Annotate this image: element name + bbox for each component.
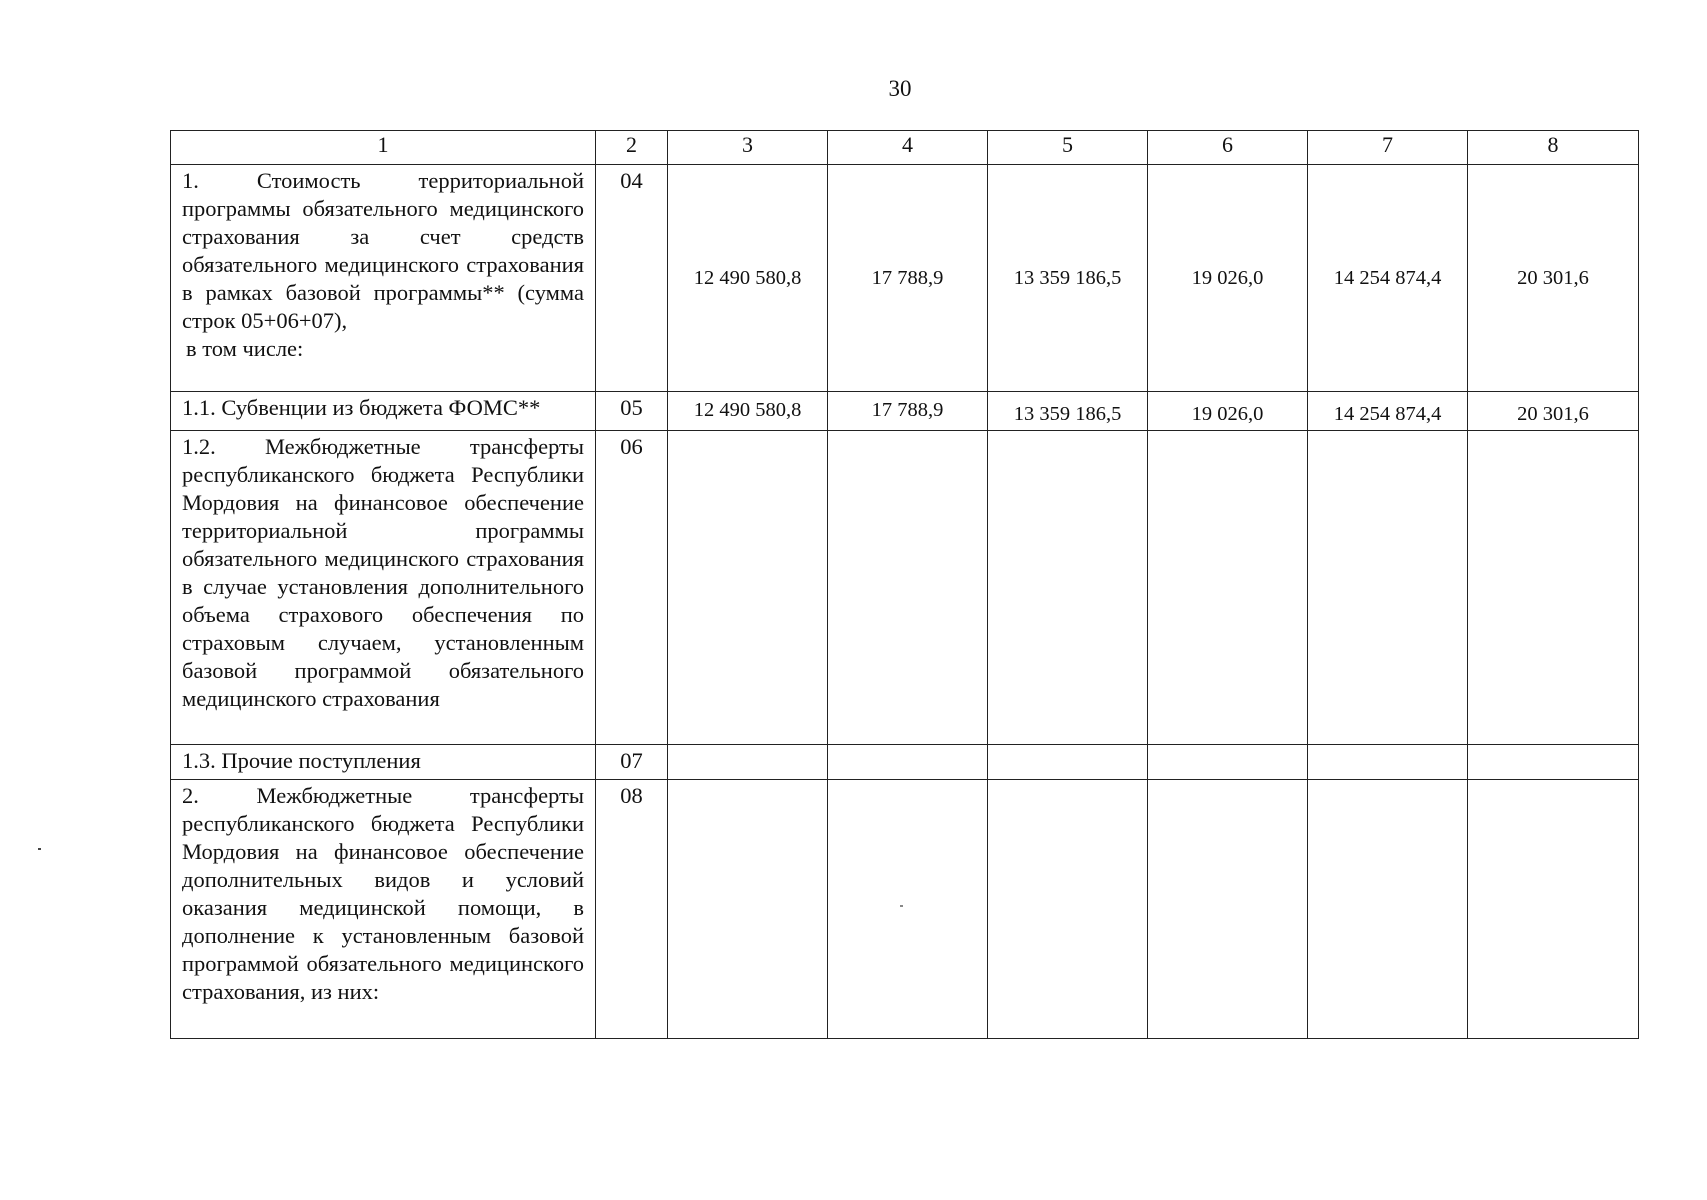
row-code: 07 (596, 745, 668, 780)
table-row (171, 780, 1639, 1039)
scan-speck (900, 905, 903, 907)
table-row (171, 392, 1639, 431)
financing-table (170, 130, 1639, 1039)
column-number: 7 (1308, 131, 1468, 165)
column-number: 8 (1468, 131, 1639, 165)
value-cell (668, 431, 828, 745)
value-cell (668, 745, 828, 780)
column-number: 3 (668, 131, 828, 165)
row-name: 2. Межбюджетные трансферты республиканского бюджета Республики Мордовия на финансовое обеспечение дополнительных видов и условий оказания медицинской помощи, в дополнение к установленным базовой программой обязательного медицинского страхования, из них: (171, 780, 596, 1039)
value-cell (1308, 431, 1468, 745)
value-cell (668, 780, 828, 1039)
value-cell (1308, 780, 1468, 1039)
value-cell (1148, 431, 1308, 745)
value-cell: 19 026,0 (1148, 165, 1308, 392)
column-number: 6 (1148, 131, 1308, 165)
value-cell (1308, 745, 1468, 780)
value-cell: 17 788,9 (828, 392, 988, 431)
row-code: 06 (596, 431, 668, 745)
column-number: 4 (828, 131, 988, 165)
value-cell: 12 490 580,8 (668, 392, 828, 431)
row-name: 1.1. Субвенции из бюджета ФОМС** (171, 392, 596, 431)
column-number: 5 (988, 131, 1148, 165)
table-row (171, 165, 1639, 392)
value-cell (988, 780, 1148, 1039)
value-cell (1148, 745, 1308, 780)
row-code: 04 (596, 165, 668, 392)
value-cell (828, 780, 988, 1039)
value-cell: 20 301,6 (1468, 392, 1639, 431)
row-name: 1.2. Межбюджетные трансферты республиканского бюджета Республики Мордовия на финансовое обеспечение территориальной программы обязательного медицинского страхования в случае установления дополнительного объема страхового обеспечения по страховым случаем, установленным базовой программой обязательного медицинского страхования (171, 431, 596, 745)
value-cell (1468, 780, 1639, 1039)
value-cell: 19 026,0 (1148, 392, 1308, 431)
column-number-row (171, 131, 1639, 165)
row-code: 05 (596, 392, 668, 431)
value-cell (828, 745, 988, 780)
value-cell: 13 359 186,5 (988, 392, 1148, 431)
table-row (171, 431, 1639, 745)
value-cell: 17 788,9 (828, 165, 988, 392)
row-name: 1.3. Прочие поступления (171, 745, 596, 780)
value-cell: 14 254 874,4 (1308, 392, 1468, 431)
row-name-cell (171, 165, 596, 392)
row-name-extra: в том числе: (186, 336, 304, 361)
value-cell: 13 359 186,5 (988, 165, 1148, 392)
column-number: 1 (171, 131, 596, 165)
page-number: 30 (888, 76, 912, 101)
table-row (171, 745, 1639, 780)
value-cell (988, 745, 1148, 780)
column-number: 2 (596, 131, 668, 165)
scan-speck (38, 848, 41, 850)
value-cell (1148, 780, 1308, 1039)
value-cell (1468, 431, 1639, 745)
value-cell: 14 254 874,4 (1308, 165, 1468, 392)
value-cell: 20 301,6 (1468, 165, 1639, 392)
value-cell: 12 490 580,8 (668, 165, 828, 392)
row-name: 1. Стоимость территориальной программы обязательного медицинского страхования за счет средств обязательного медицинского страхования в рамках базовой программы** (сумма строк 05+06+07), (182, 168, 584, 333)
value-cell (988, 431, 1148, 745)
value-cell (1468, 745, 1639, 780)
row-code: 08 (596, 780, 668, 1039)
value-cell (828, 431, 988, 745)
